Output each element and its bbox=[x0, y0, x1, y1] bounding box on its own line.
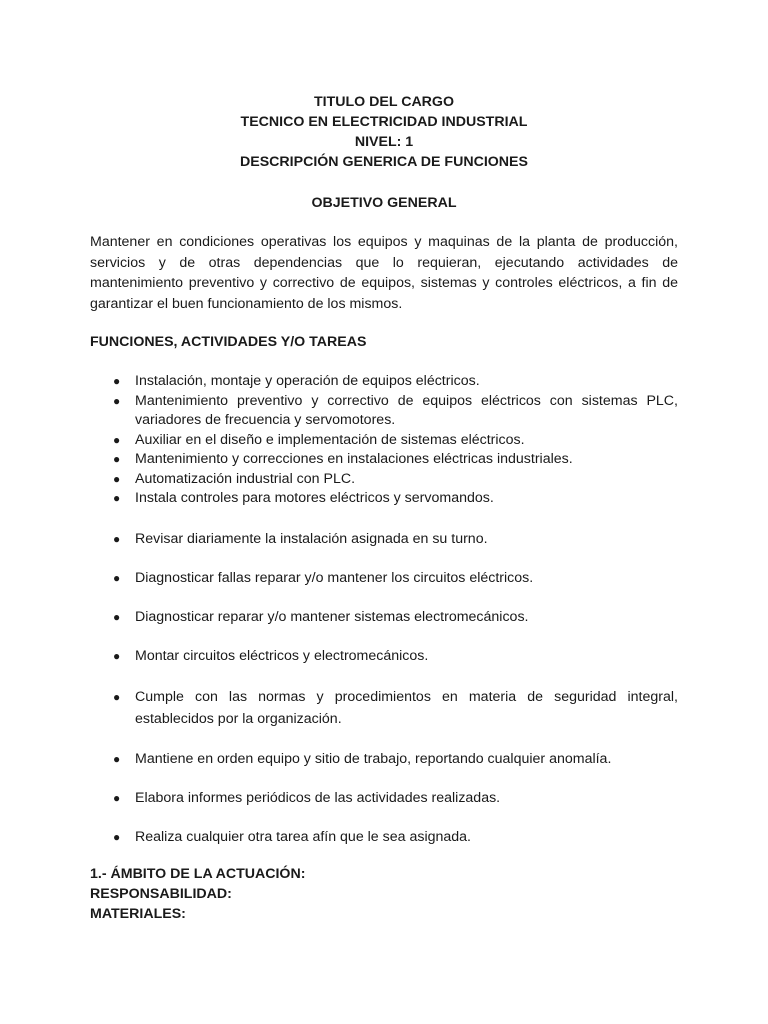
list-item-text: Diagnosticar fallas reparar y/o mantener los circuitos eléctricos. bbox=[135, 570, 534, 587]
bullet-icon: ● bbox=[113, 491, 121, 505]
list-item-text: Mantiene en orden equipo y sitio de trabajo, reportando cualquier anomalía. bbox=[135, 750, 612, 767]
list-item-text: Automatización industrial con PLC. bbox=[135, 470, 356, 487]
list-item bbox=[90, 828, 678, 848]
list-item bbox=[90, 431, 678, 451]
bullet-icon: ● bbox=[113, 374, 121, 388]
list-item-text: Instalación, montaje y operación de equipos eléctricos. bbox=[135, 373, 480, 389]
list-item-text: Mantenimiento y correcciones en instalaciones eléctricas industriales. bbox=[135, 451, 573, 467]
list-item bbox=[90, 686, 678, 730]
bullet-icon: ● bbox=[113, 690, 121, 705]
objective-heading: OBJETIVO GENERAL bbox=[311, 195, 457, 211]
list-item bbox=[90, 372, 678, 392]
job-title-label: TITULO DEL CARGO bbox=[313, 94, 455, 110]
list-item bbox=[90, 489, 678, 509]
list-item-text: Instala controles para motores eléctricos y servomandos. bbox=[135, 490, 494, 506]
list-item bbox=[90, 608, 678, 628]
bullet-icon: ● bbox=[113, 649, 121, 664]
bullet-icon: ● bbox=[113, 393, 121, 408]
responsibility-heading: RESPONSABILIDAD: bbox=[90, 886, 232, 902]
bullet-icon: ● bbox=[113, 571, 121, 586]
bullet-icon: ● bbox=[113, 791, 121, 806]
job-title: TECNICO EN ELECTRICIDAD INDUSTRIAL bbox=[240, 114, 528, 130]
list-item-text: Auxiliar en el diseño e implementación de sistemas eléctricos. bbox=[135, 431, 525, 448]
list-item bbox=[90, 450, 678, 470]
bullet-icon: ● bbox=[113, 532, 121, 546]
functions-list-secondary bbox=[90, 530, 678, 867]
functions-list-primary bbox=[90, 372, 678, 509]
list-item bbox=[90, 392, 678, 431]
list-item bbox=[90, 470, 678, 490]
list-item-text: Mantenimiento preventivo y correctivo de equipos eléctricos con sistemas PLC, variadores de frecuencia y servomotores. bbox=[135, 392, 678, 428]
materials-heading: MATERIALES: bbox=[90, 906, 186, 922]
scope-heading: 1.- ÁMBITO DE LA ACTUACIÓN: bbox=[90, 866, 306, 882]
list-item bbox=[90, 789, 678, 809]
functions-description-heading: DESCRIPCIÓN GENERICA DE FUNCIONES bbox=[240, 154, 528, 170]
objective-paragraph: Mantener en condiciones operativas los equipos y maquinas de la planta de producción, servicios y de otras dependencias que lo requieran, ejecutando actividades de mantenimiento preventivo y correctivo de equipos, sistemas y controles eléctricos, a fin de garantizar el buen funcionamiento de los mismos. bbox=[90, 234, 678, 312]
list-item-text: Revisar diariamente la instalación asignada en su turno. bbox=[135, 531, 488, 547]
closing-sections bbox=[90, 864, 305, 924]
bullet-icon: ● bbox=[113, 830, 121, 845]
list-item-text: Montar circuitos eléctricos y electromecánicos. bbox=[135, 648, 429, 665]
list-item-text: Realiza cualquier otra tarea afín que le sea asignada. bbox=[135, 829, 471, 846]
job-level: NIVEL: 1 bbox=[354, 134, 414, 150]
bullet-icon: ● bbox=[113, 751, 121, 766]
bullet-icon: ● bbox=[113, 610, 121, 625]
list-item bbox=[90, 530, 678, 550]
list-item bbox=[90, 750, 678, 770]
list-item-text: Cumple con las normas y procedimientos en materia de seguridad integral, establecidos por la organización. bbox=[135, 689, 678, 728]
bullet-icon: ● bbox=[113, 471, 121, 486]
functions-heading: FUNCIONES, ACTIVIDADES Y/O TAREAS bbox=[90, 334, 367, 350]
bullet-icon: ● bbox=[113, 452, 121, 466]
document-header bbox=[90, 92, 678, 172]
list-item-text: Elabora informes periódicos de las actividades realizadas. bbox=[135, 790, 501, 807]
bullet-icon: ● bbox=[113, 432, 121, 447]
list-item-text: Diagnosticar reparar y/o mantener sistemas electromecánicos. bbox=[135, 609, 529, 626]
list-item bbox=[90, 569, 678, 589]
list-item bbox=[90, 647, 678, 667]
